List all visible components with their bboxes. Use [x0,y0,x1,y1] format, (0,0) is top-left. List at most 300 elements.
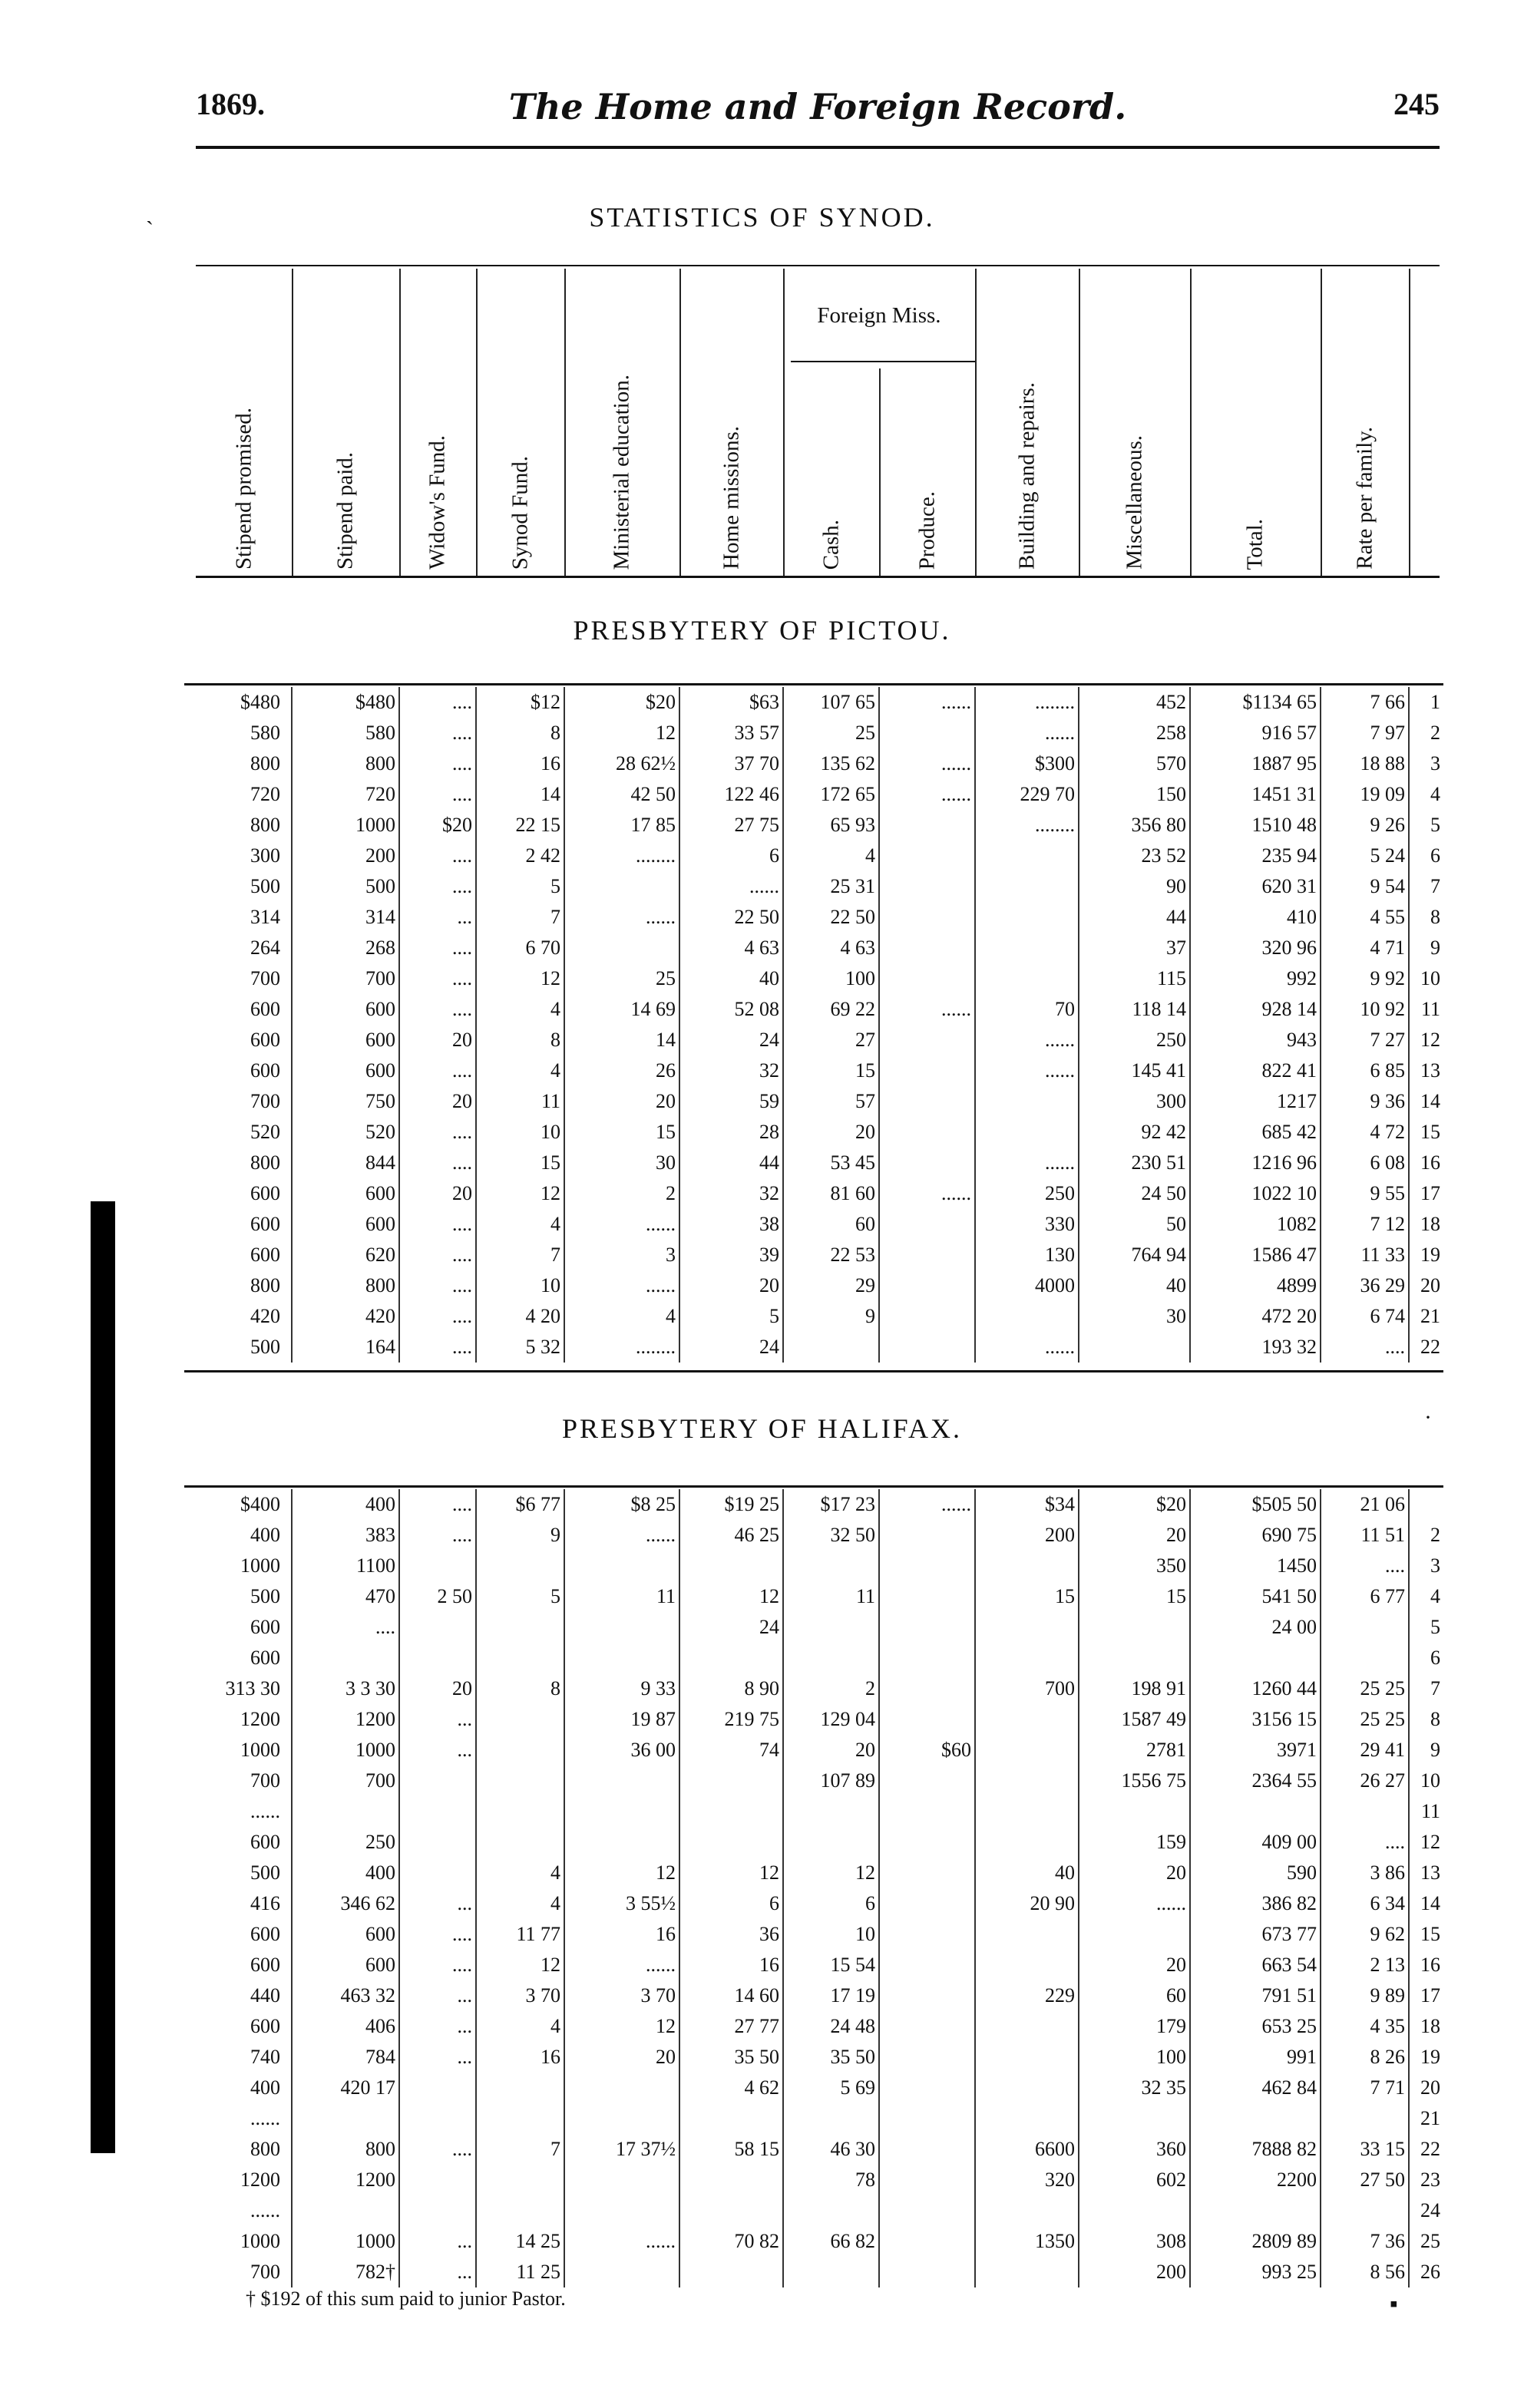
table-cell: 39 [679,1240,783,1270]
table-cell: 4 62 [679,2073,783,2103]
table-cell [879,1643,975,1673]
colhead-bottom-rule [196,576,1440,578]
table-cell [975,1950,1079,1980]
table-cell: 27 77 [679,2011,783,2042]
table-cell: 20 [399,1025,476,1055]
table-cell: .... [399,1520,476,1551]
table-cell: 20 [1420,2076,1440,2099]
table-cell [975,2042,1079,2073]
table-cell [975,1704,1079,1735]
table-cell [879,718,975,748]
table-cell [476,1735,564,1766]
table-cell: 22 15 [476,810,564,841]
table-cell [399,1612,476,1643]
table-cell: $20 [399,810,476,841]
table-cell: 30 [1079,1301,1190,1332]
table-cell [879,1858,975,1888]
table-cell: .... [399,687,476,718]
table-cell: 700 [184,963,292,994]
table-cell: 26 27 [1321,1766,1409,1796]
pictou-row [184,963,1443,994]
table-cell: 20 [1079,1950,1190,1980]
table-cell: ...... [879,748,975,779]
table-cell: 6 [679,1888,783,1919]
table-cell: 219 75 [679,1704,783,1735]
scan-edge-bar [91,1201,115,2153]
table-cell: 35 50 [783,2042,879,2073]
table-cell: 410 [1190,902,1321,933]
table-cell: 3 86 [1321,1858,1409,1888]
table-cell: 4 [1430,783,1440,805]
table-cell: 791 51 [1190,1980,1321,2011]
table-cell: .... [399,933,476,963]
pictou-row [184,687,1443,718]
table-cell: 500 [292,871,399,902]
table-cell [975,2011,1079,2042]
table-cell: 600 [184,1055,292,1086]
table-cell: 1000 [292,2226,399,2257]
table-cell: ...... [564,2226,679,2257]
table-cell: 6 [1430,1647,1440,1669]
table-cell [564,1643,679,1673]
table-cell: 12 [476,963,564,994]
margin-mark: ˏ [146,200,154,225]
table-cell: 44 [679,1148,783,1178]
table-cell: 23 [1420,2169,1440,2191]
table-cell [879,1209,975,1240]
table-cell: 19 [1420,1244,1440,1266]
table-cell: 602 [1079,2165,1190,2195]
table-cell: 20 90 [975,1888,1079,1919]
table-cell: .... [1321,1551,1409,1581]
table-cell: 20 [1079,1520,1190,1551]
pictou-row [184,841,1443,871]
table-cell: 800 [184,2134,292,2165]
table-cell: 3 [564,1240,679,1270]
margin-mark: · [1424,1405,1432,1430]
table-cell: 700 [184,1086,292,1117]
table-cell [476,2103,564,2134]
pictou-row [184,1086,1443,1117]
table-cell: 700 [292,1766,399,1796]
table-cell [783,1551,879,1581]
table-cell: 11 77 [476,1919,564,1950]
table-cell: 10 [1420,1769,1440,1792]
table-cell: 118 14 [1079,994,1190,1025]
halifax-row [184,2042,1443,2073]
table-cell: 1200 [184,1704,292,1735]
table-cell: 3 70 [564,1980,679,2011]
table-cell: 308 [1079,2226,1190,2257]
pictou-row [184,718,1443,748]
table-cell: 25 31 [783,871,879,902]
table-cell: ...... [975,1055,1079,1086]
table-cell: 360 [1079,2134,1190,2165]
table-cell: 600 [292,1950,399,1980]
table-cell: 9 [1430,1739,1440,1761]
table-cell: 4 20 [476,1301,564,1332]
table-cell [564,1612,679,1643]
table-cell: $20 [564,687,679,718]
table-cell: 36 00 [564,1735,679,1766]
table-cell [476,1612,564,1643]
table-cell: 22 50 [679,902,783,933]
table-cell: 1887 95 [1190,748,1321,779]
table-cell: 541 50 [1190,1581,1321,1612]
table-cell: 12 [476,1178,564,1209]
table-cell: 7 [476,902,564,933]
table-cell: 60 [1079,1980,1190,2011]
table-cell: 600 [184,1612,292,1643]
table-cell: .... [399,1919,476,1950]
halifax-row [184,1612,1443,1643]
table-cell: 12 [679,1858,783,1888]
table-cell [975,902,1079,933]
table-cell: 600 [184,1209,292,1240]
table-cell: 250 [975,1178,1079,1209]
table-cell: 620 [292,1240,399,1270]
table-cell: 4000 [975,1270,1079,1301]
table-cell [1409,1489,1443,1520]
table-cell: 4 [564,1301,679,1332]
table-cell [879,902,975,933]
table-cell [975,2103,1079,2134]
table-cell: 1510 48 [1190,810,1321,841]
col-home-missions: Home missions. [719,426,743,570]
table-cell: 1450 [1190,1551,1321,1581]
table-cell: 673 77 [1190,1919,1321,1950]
table-cell: 4 35 [1321,2011,1409,2042]
table-cell: .... [399,1055,476,1086]
table-cell: 1350 [975,2226,1079,2257]
table-cell: 600 [292,994,399,1025]
table-cell: 26 [564,1055,679,1086]
table-cell: 35 50 [679,2042,783,2073]
table-cell: 107 89 [783,1766,879,1796]
table-cell: 29 [783,1270,879,1301]
table-cell: 1022 10 [1190,1178,1321,1209]
table-cell: 8 [1430,906,1440,928]
table-cell: 928 14 [1190,994,1321,1025]
table-cell: 20 [1079,1858,1190,1888]
table-cell: 29 41 [1321,1735,1409,1766]
table-cell: 37 70 [679,748,783,779]
table-cell: 685 42 [1190,1117,1321,1148]
table-cell: 3 [1430,752,1440,775]
table-cell [476,1551,564,1581]
table-cell: 4 [783,841,879,871]
table-cell: 59 [679,1086,783,1117]
table-cell: 179 [1079,2011,1190,2042]
table-cell: 150 [1079,779,1190,810]
table-cell [879,2073,975,2103]
table-cell [975,1827,1079,1858]
pictou-row [184,748,1443,779]
table-cell: 70 [975,994,1079,1025]
table-cell: 600 [184,994,292,1025]
table-cell: 400 [184,1520,292,1551]
halifax-row [184,1735,1443,1766]
table-cell: 7 66 [1321,687,1409,718]
table-cell: ...... [879,1178,975,1209]
table-cell [975,2073,1079,2103]
table-cell [476,2195,564,2226]
table-cell [879,1148,975,1178]
table-cell: 50 [1079,1209,1190,1240]
table-cell [879,1919,975,1950]
presbytery-halifax-title: PRESBYTERY OF HALIFAX. [561,1413,963,1444]
halifax-row [184,1858,1443,1888]
table-cell [1321,2195,1409,2226]
table-cell: 3 [1430,1554,1440,1577]
table-cell [783,1332,879,1363]
table-cell: 700 [184,1766,292,1796]
col-stipend-paid: Stipend paid. [332,451,358,570]
table-cell: $480 [184,687,292,718]
pictou-row [184,994,1443,1025]
table-cell: 130 [975,1240,1079,1270]
table-cell: 12 [783,1858,879,1888]
table-cell [679,2165,783,2195]
table-cell: 258 [1079,718,1190,748]
table-cell [879,871,975,902]
pictou-row [184,1270,1443,1301]
table-cell: 15 [975,1581,1079,1612]
table-cell: 21 [1420,1305,1440,1327]
pictou-row [184,1148,1443,1178]
table-cell: 122 46 [679,779,783,810]
table-cell: 822 41 [1190,1055,1321,1086]
table-cell: 2781 [1079,1735,1190,1766]
table-cell: 264 [184,933,292,963]
table-cell: 164 [292,1332,399,1363]
table-cell: 20 [783,1735,879,1766]
table-cell [879,1673,975,1704]
table-cell: 3971 [1190,1735,1321,1766]
table-cell: 11 [1420,998,1440,1020]
table-cell: 409 00 [1190,1827,1321,1858]
pictou-bottom-rule [184,1370,1443,1372]
table-cell: 740 [184,2042,292,2073]
table-cell: 992 [1190,963,1321,994]
table-cell: ...... [975,718,1079,748]
pictou-row [184,1332,1443,1363]
table-cell [975,963,1079,994]
table-cell: .... [399,1950,476,1980]
table-cell: 17 37½ [564,2134,679,2165]
pictou-row [184,1178,1443,1209]
pictou-row [184,902,1443,933]
table-cell: 5 [1430,814,1440,836]
table-cell: 14 69 [564,994,679,1025]
table-cell [879,1796,975,1827]
table-cell: 4 63 [679,933,783,963]
table-cell: 700 [184,2257,292,2287]
table-cell: 20 [1420,1274,1440,1296]
table-cell: 346 62 [292,1888,399,1919]
colhead-top-rule [196,265,1440,266]
pictou-row [184,1025,1443,1055]
table-cell: 12 [1420,1831,1440,1853]
table-cell: 32 50 [783,1520,879,1551]
table-cell: 250 [1079,1025,1190,1055]
table-cell: 500 [184,1858,292,1888]
table-cell: 15 [783,1055,879,1086]
halifax-row [184,1520,1443,1551]
table-cell [564,2073,679,2103]
table-cell [1321,1643,1409,1673]
table-cell [399,1643,476,1673]
table-cell: 18 [1420,1213,1440,1235]
table-cell [879,2226,975,2257]
table-cell [879,810,975,841]
halifax-row [184,1888,1443,1919]
table-cell: 300 [1079,1086,1190,1117]
table-cell: 33 57 [679,718,783,748]
table-cell [879,2257,975,2287]
table-cell: 15 [1420,1121,1440,1143]
table-cell [399,2195,476,2226]
table-cell: 15 [476,1148,564,1178]
table-cell: 6 [679,841,783,871]
table-cell: 27 50 [1321,2165,1409,2195]
table-cell: 314 [184,902,292,933]
table-cell: 590 [1190,1858,1321,1888]
journal-title: The Home and Foreign Record. [508,86,1127,127]
table-cell: 230 51 [1079,1148,1190,1178]
table-cell: 600 [184,1178,292,1209]
table-cell: 11 [1420,1800,1440,1822]
halifax-row [184,2103,1443,2134]
halifax-row [184,2134,1443,2165]
table-cell [975,933,1079,963]
table-cell: 107 65 [783,687,879,718]
table-cell [879,1270,975,1301]
table-cell: ... [399,2257,476,2287]
table-cell: 700 [975,1673,1079,1704]
table-cell: .... [399,1270,476,1301]
table-cell: 1000 [184,1735,292,1766]
table-cell: 11 33 [1321,1240,1409,1270]
table-cell [879,1551,975,1581]
table-cell: 9 [1430,936,1440,959]
pictou-row [184,871,1443,902]
table-cell [879,1055,975,1086]
table-cell: 600 [184,2011,292,2042]
table-cell: .... [1321,1827,1409,1858]
table-cell: 12 [564,1858,679,1888]
table-cell: 420 [184,1301,292,1332]
table-cell: 800 [184,748,292,779]
table-cell: 4 [476,2011,564,2042]
halifax-row [184,1950,1443,1980]
table-cell [564,933,679,963]
table-cell: 46 25 [679,1520,783,1551]
table-cell: .... [1321,1332,1409,1363]
table-cell [679,1796,783,1827]
table-cell: 12 [564,718,679,748]
table-cell: 4 55 [1321,902,1409,933]
table-cell: 8 56 [1321,2257,1409,2287]
table-cell: 9 55 [1321,1178,1409,1209]
table-cell: 14 [1420,1892,1440,1914]
table-cell: 1 [1430,691,1440,713]
table-cell [879,2042,975,2073]
halifax-row [184,1643,1443,1673]
col-stipend-promised: Stipend promised. [231,407,256,570]
table-cell: 4 [1430,1585,1440,1607]
table-cell: 8 90 [679,1673,783,1704]
col-widows-fund: Widow's Fund. [425,435,450,570]
table-cell: 720 [292,779,399,810]
halifax-row [184,1827,1443,1858]
table-cell [879,2195,975,2226]
table-cell: 386 82 [1190,1888,1321,1919]
table-cell: 19 09 [1321,779,1409,810]
table-cell: 26 [1420,2261,1440,2283]
table-cell: 6 70 [476,933,564,963]
table-cell: 943 [1190,1025,1321,1055]
table-cell: 663 54 [1190,1950,1321,1980]
table-cell [975,1735,1079,1766]
table-cell: 92 42 [1079,1117,1190,1148]
table-cell [975,1117,1079,1148]
table-cell: 7 27 [1321,1025,1409,1055]
table-cell: .... [399,748,476,779]
table-cell: 314 [292,902,399,933]
table-cell: 320 [975,2165,1079,2195]
table-cell: 600 [184,1950,292,1980]
col-rate-per-family: Rate per family. [1352,427,1377,570]
table-cell: 9 [783,1301,879,1332]
table-cell: 5 [679,1301,783,1332]
halifax-row [184,1673,1443,1704]
pictou-row [184,1117,1443,1148]
table-cell: ........ [975,687,1079,718]
table-cell: $300 [975,748,1079,779]
table-cell: ... [399,1735,476,1766]
table-cell [1321,2103,1409,2134]
table-cell: 800 [292,2134,399,2165]
table-cell: 600 [292,1055,399,1086]
table-cell: 15 54 [783,1950,879,1980]
table-cell [879,1827,975,1858]
table-cell: ...... [564,1209,679,1240]
table-cell: .... [399,2134,476,2165]
table-cell: 8 [1430,1708,1440,1730]
table-cell [399,1796,476,1827]
statistics-title: STATISTICS OF SYNOD. [589,202,935,233]
table-cell: 6 34 [1321,1888,1409,1919]
table-cell: 229 70 [975,779,1079,810]
table-cell: 7888 82 [1190,2134,1321,2165]
table-cell: 600 [184,1240,292,1270]
table-cell: ...... [975,1332,1079,1363]
table-cell [1190,2195,1321,2226]
table-cell: 46 30 [783,2134,879,2165]
table-cell: 313 30 [184,1673,292,1704]
table-cell: 17 [1420,1984,1440,2007]
table-cell: 135 62 [783,748,879,779]
table-cell: 65 93 [783,810,879,841]
table-cell: ...... [184,2103,292,2134]
table-cell: 993 25 [1190,2257,1321,2287]
table-cell: 520 [292,1117,399,1148]
table-cell: 17 85 [564,810,679,841]
table-cell: 40 [679,963,783,994]
table-cell: ...... [564,1270,679,1301]
table-cell: 14 [476,779,564,810]
